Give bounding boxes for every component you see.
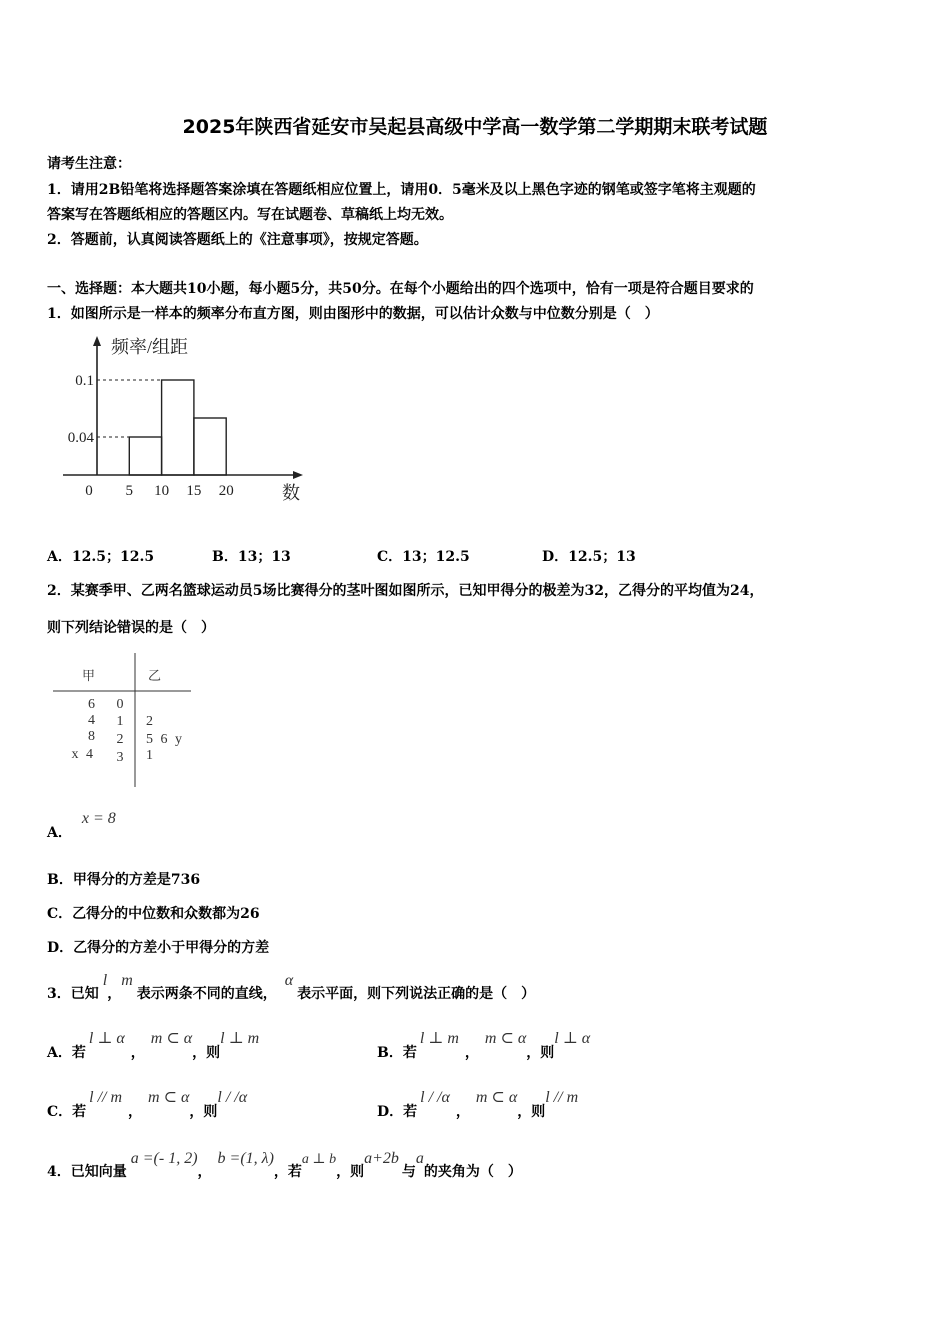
q3-c-math-1: l // m [89, 1089, 123, 1106]
q3-c-label: C．若 [47, 1104, 87, 1120]
notice-heading: 请考生注意： [47, 156, 131, 172]
notice-line-2: 答案写在答题纸相应的答题区内。写在试题卷、草稿纸上均无效。 [47, 207, 453, 223]
q4-stem [47, 1148, 522, 1180]
q4-vector-a-ref: a [415, 1150, 424, 1167]
q4-comma: ， [197, 1164, 212, 1180]
q3-a-label: A．若 [47, 1045, 86, 1061]
histogram-bar [194, 418, 226, 475]
q4-vector-b: b =(1, λ) [217, 1150, 274, 1167]
q1-stem: 1．如图所示是一样本的频率分布直方图，则由图形中的数据，可以估计众数与中位数分别是（ ） [47, 306, 659, 322]
q3-b-math-3: l ⊥ α [554, 1030, 591, 1047]
q3-d-label: D．若 [377, 1104, 418, 1120]
stem-leaf-left-header: 甲 [82, 668, 96, 683]
q4-stem-part-2: ，若 [273, 1164, 302, 1180]
q4-condition: a ⊥ b [301, 1152, 337, 1167]
stem-leaf-right-3: 1 [146, 748, 153, 763]
y-axis-label: 频率/组距 [111, 337, 189, 357]
q3-stem-part-3: 表示平面，则下列说法正确的是（ ） [297, 986, 536, 1002]
stem-leaf-right-1: 2 [146, 714, 153, 729]
y-tick-label: 0.04 [67, 430, 94, 446]
q3-option-a[interactable] [47, 1028, 260, 1061]
y-axis-arrow-icon [93, 336, 101, 346]
q4-stem-part-1: 4．已知向量 [47, 1164, 127, 1180]
q1-option-c-text: C．13；12.5 [377, 549, 470, 565]
stem-leaf-left-1: 4 [88, 713, 95, 728]
q3-c-math-2: m ⊂ α [148, 1089, 190, 1106]
q2-stem-line-1: 2．某赛季甲、乙两名篮球运动员5场比赛得分的茎叶图如图所示，已知甲得分的极差为32，乙得分的平均值为24， [47, 583, 764, 599]
q3-c-comma: ， [128, 1104, 143, 1120]
q3-comma: ， [107, 986, 122, 1002]
q4-stem-part-3: ，则 [336, 1164, 365, 1180]
q3-option-d[interactable] [377, 1087, 579, 1120]
stem-leaf-right-2: 5 6 y [146, 732, 184, 747]
q2-option-b[interactable]: B．甲得分的方差是736 [47, 872, 201, 888]
q1-option-d[interactable] [542, 546, 636, 566]
q3-a-then: ，则 [192, 1045, 221, 1061]
q3-var-m: m [121, 972, 133, 989]
x-tick-label: 0 [85, 483, 93, 499]
x-axis-arrow-icon [293, 471, 303, 479]
q3-a-math-1: l ⊥ α [88, 1030, 125, 1047]
q2-option-a-label: A． [47, 825, 72, 841]
q2-option-d[interactable]: D．乙得分的方差小于甲得分的方差 [47, 940, 270, 956]
q2-option-a-math: x = 8 [81, 810, 116, 827]
stem-leaf-left-3: x 4 [71, 747, 95, 762]
x-axis-label: 数 [282, 483, 300, 503]
q3-a-math-3: l ⊥ m [220, 1030, 260, 1047]
q3-a-math-2: m ⊂ α [150, 1030, 193, 1047]
stem-leaf-right-header: 乙 [148, 668, 162, 683]
histogram-bar [162, 380, 194, 475]
stem-leaf-stem-1: 1 [116, 714, 124, 729]
y-tick-label: 0.1 [75, 373, 94, 389]
q2-stem-line-2: 则下列结论错误的是（ ） [47, 620, 215, 636]
q3-d-then: ，则 [517, 1104, 546, 1120]
q3-b-then: ，则 [526, 1045, 555, 1061]
stem-leaf-stem-2: 2 [116, 732, 124, 747]
q1-option-a[interactable] [47, 546, 154, 566]
q1-option-a-text: A．12.5；12.5 [47, 549, 155, 565]
q3-var-alpha: α [284, 972, 294, 989]
notice-line-3: 2．答题前，认真阅读答题纸上的《注意事项》，按规定答题。 [47, 232, 428, 248]
page-title: 2025年陕西省延安市吴起县高级中学高一数学第二学期期末联考试题 [182, 116, 768, 138]
q3-d-math-3: l // m [545, 1089, 579, 1106]
histogram-chart [55, 330, 315, 515]
q3-b-comma: ， [464, 1045, 479, 1061]
q3-d-comma: ， [455, 1104, 470, 1120]
q1-option-c[interactable] [377, 546, 470, 566]
q4-vector-a: a =(- 1, 2) [130, 1150, 198, 1167]
q3-d-math-1: l / /α [420, 1089, 450, 1106]
stem-leaf-plot [48, 650, 198, 790]
x-tick-label: 10 [154, 483, 170, 499]
section-1-heading: 一、选择题：本大题共10小题，每小题5分，共50分。在每个小题给出的四个选项中，恰有一项是符合题目要求的 [47, 281, 754, 297]
q3-d-math-2: m ⊂ α [475, 1089, 518, 1106]
x-tick-label: 5 [125, 483, 134, 499]
q3-stem [47, 970, 536, 1002]
notice-line-1: 1．请用2B铅笔将选择题答案涂填在答题纸相应位置上，请用0．5毫米及以上黑色字迹的钢笔或签字笔将主观题的 [47, 182, 756, 198]
stem-leaf-left-2: 8 [88, 729, 95, 744]
q1-option-d-text: D．12.5；13 [542, 549, 636, 565]
q1-option-b-text: B．13；13 [212, 549, 291, 565]
q2-option-a[interactable] [47, 808, 116, 841]
stem-leaf-left-0: 6 [88, 697, 95, 712]
q3-c-math-3: l / /α [217, 1089, 248, 1106]
q3-option-c[interactable] [47, 1087, 248, 1120]
stem-leaf-stem-0: 0 [116, 697, 124, 712]
q3-c-then: ，则 [189, 1104, 218, 1120]
q4-stem-part-5: 的夹角为（ ） [423, 1164, 522, 1180]
q3-b-label: B．若 [377, 1045, 417, 1061]
stem-leaf-stem-3: 3 [116, 750, 124, 765]
q1-option-b[interactable] [212, 546, 291, 566]
q3-b-math-2: m ⊂ α [484, 1030, 527, 1047]
q3-option-b[interactable] [377, 1028, 591, 1061]
q3-b-math-1: l ⊥ m [419, 1030, 459, 1047]
histogram-bar [129, 437, 161, 475]
q3-var-l: l [102, 972, 108, 989]
x-tick-label: 20 [218, 483, 234, 499]
q3-stem-part-2: 表示两条不同的直线， [136, 986, 277, 1002]
q2-option-c[interactable]: C．乙得分的中位数和众数都为26 [47, 906, 260, 922]
x-tick-label: 15 [186, 483, 202, 499]
q4-stem-part-4: 与 [401, 1164, 416, 1180]
q4-expression: a+2b [364, 1150, 399, 1167]
q3-a-comma: ， [130, 1045, 145, 1061]
q3-stem-part-1: 3．已知 [47, 986, 99, 1002]
